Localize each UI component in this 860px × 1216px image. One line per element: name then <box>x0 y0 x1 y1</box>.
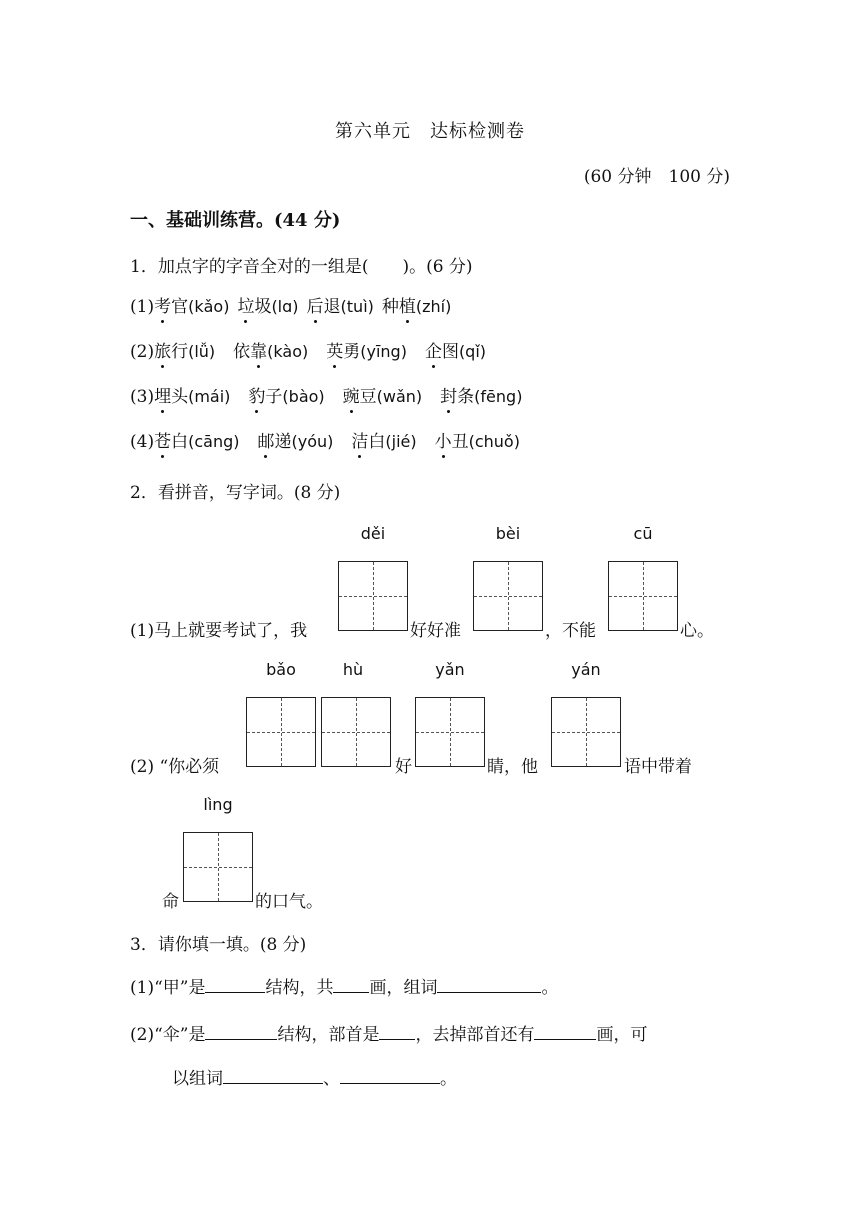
option-word <box>326 342 407 362</box>
character: 官 <box>171 297 189 317</box>
dotted-character: 旅 <box>154 337 171 362</box>
option-pinyin: (lɑ) <box>271 297 299 316</box>
option-word <box>237 297 298 317</box>
q3-line3 <box>172 1064 457 1089</box>
dotted-character: 豌 <box>343 382 360 407</box>
dotted-character: 埋 <box>154 382 171 407</box>
character: 勇 <box>343 342 361 362</box>
option-label: (1) <box>130 297 155 317</box>
q2-line2-label: (2) “你必须 <box>130 757 220 777</box>
dotted-character: 垃 <box>237 292 254 317</box>
q3-text: 结构，部首是 <box>277 1025 380 1045</box>
character: 种 <box>381 297 399 317</box>
dotted-character: 英 <box>326 337 343 362</box>
q2-line1-label: (1)马上就要考试了，我 <box>130 621 308 641</box>
option-pinyin: (kǎo) <box>188 297 230 316</box>
character: 依 <box>233 342 251 362</box>
writing-box[interactable] <box>338 561 408 631</box>
q3-line1 <box>130 973 558 998</box>
option-pinyin: (tuì) <box>340 297 374 316</box>
q2-line2-text: 好 <box>395 757 412 777</box>
character: 条 <box>457 387 475 407</box>
writing-box[interactable] <box>473 561 543 631</box>
section-title: 一、基础训练营。(44 分) <box>130 210 341 231</box>
answer-blank[interactable] <box>379 1025 415 1040</box>
option-pinyin: (yīng) <box>360 342 407 361</box>
pinyin: yǎn <box>435 660 465 679</box>
q2-line2-text: 睛，他 <box>487 757 538 777</box>
writing-box[interactable] <box>321 697 391 767</box>
time-info: (60 分钟 100 分) <box>583 167 730 187</box>
option-label: (4) <box>130 432 155 452</box>
q2-line1-text: 心。 <box>680 621 714 641</box>
q3-text: 画，组词 <box>369 978 438 998</box>
q3-text: 以组词 <box>172 1069 223 1089</box>
option-pinyin: (mái) <box>188 387 231 406</box>
writing-box[interactable] <box>551 697 621 767</box>
character: 圾 <box>254 297 272 317</box>
q3-text: 。 <box>440 1069 457 1089</box>
writing-box[interactable] <box>608 561 678 631</box>
option-word <box>248 387 324 407</box>
option-pinyin: (chuǒ) <box>468 432 520 451</box>
option-word <box>154 432 239 452</box>
question-2-stem: 2．看拼音，写字词。(8 分) <box>130 483 341 503</box>
dotted-character: 企 <box>425 337 442 362</box>
pinyin: hù <box>342 660 364 679</box>
page-title: 第六单元 达标检测卷 <box>335 121 525 142</box>
q2-line2-text: 语中带着 <box>624 757 692 777</box>
question-1-option-line <box>130 427 520 452</box>
option-word <box>154 342 215 362</box>
writing-box[interactable] <box>246 697 316 767</box>
q3-text: (1)“甲”是 <box>130 978 206 998</box>
option-word <box>343 387 423 407</box>
option-pinyin: (kào) <box>267 342 309 361</box>
pinyin: lìng <box>203 795 233 814</box>
option-pinyin: (jié) <box>385 432 417 451</box>
option-word <box>440 387 522 407</box>
option-pinyin: (zhí) <box>415 297 452 316</box>
q2-line3-label: 命 <box>162 892 179 912</box>
character: 退 <box>323 297 341 317</box>
pinyin: cū <box>633 524 653 543</box>
option-pinyin: (fēng) <box>474 387 523 406</box>
question-1-option-line <box>130 337 486 362</box>
character: 递 <box>274 432 292 452</box>
q2-line3-text: 的口气。 <box>255 892 323 912</box>
character: 丑 <box>451 432 469 452</box>
dotted-character: 邮 <box>257 427 274 452</box>
dotted-character: 豹 <box>248 382 265 407</box>
option-word <box>382 297 451 317</box>
pinyin: yán <box>571 660 601 679</box>
q3-line2 <box>130 1020 647 1045</box>
option-pinyin: (cāng) <box>188 432 240 451</box>
pinyin: děi <box>360 524 386 543</box>
question-1-stem: 1．加点字的字音全对的一组是( )。(6 分) <box>130 257 473 277</box>
dotted-character: 封 <box>440 382 457 407</box>
question-3-stem: 3．请你填一填。(8 分) <box>130 935 307 955</box>
writing-box[interactable] <box>183 832 253 902</box>
q2-line1-text: 好好准 <box>410 621 461 641</box>
option-word <box>233 342 308 362</box>
option-word <box>425 342 486 362</box>
option-word <box>154 387 230 407</box>
character: 豆 <box>359 387 377 407</box>
answer-blank[interactable] <box>205 978 265 993</box>
answer-blank[interactable] <box>340 1069 440 1084</box>
option-word <box>435 432 520 452</box>
answer-blank[interactable] <box>534 1025 596 1040</box>
writing-box[interactable] <box>415 697 485 767</box>
dotted-character: 小 <box>435 427 452 452</box>
option-pinyin: (lǚ) <box>188 342 216 361</box>
option-pinyin: (wǎn) <box>376 387 423 406</box>
q3-text: 、 <box>323 1069 340 1089</box>
dotted-character: 植 <box>399 292 416 317</box>
dotted-character: 苍 <box>154 427 171 452</box>
answer-blank[interactable] <box>333 978 369 993</box>
character: 白 <box>171 432 189 452</box>
q3-text: 。 <box>541 978 559 998</box>
q3-text: 画，可 <box>596 1025 648 1045</box>
option-pinyin: (qǐ) <box>458 342 487 361</box>
question-1-option-line <box>130 292 451 317</box>
character: 行 <box>171 342 189 362</box>
answer-blank[interactable] <box>205 1025 277 1040</box>
character: 头 <box>171 387 189 407</box>
dotted-character: 后 <box>307 292 324 317</box>
dotted-character: 考 <box>154 292 171 317</box>
character: 白 <box>368 432 386 452</box>
dotted-character: 洁 <box>351 427 368 452</box>
option-word <box>351 432 416 452</box>
option-pinyin: (bào) <box>282 387 325 406</box>
option-label: (2) <box>130 342 155 362</box>
pinyin: bèi <box>495 524 521 543</box>
q3-text: 结构，共 <box>265 978 334 998</box>
option-pinyin: (yóu) <box>291 432 334 451</box>
q3-text: ，去掉部首还有 <box>415 1025 535 1045</box>
option-word <box>257 432 333 452</box>
q3-text: (2)“伞”是 <box>130 1025 206 1045</box>
question-1-option-line <box>130 382 522 407</box>
option-word <box>307 297 374 317</box>
q2-line1-text: ，不能 <box>545 621 596 641</box>
option-label: (3) <box>130 387 155 407</box>
character: 图 <box>441 342 459 362</box>
option-word <box>154 297 229 317</box>
dotted-character: 靠 <box>250 337 267 362</box>
answer-blank[interactable] <box>437 978 541 993</box>
pinyin: bǎo <box>266 660 296 679</box>
answer-blank[interactable] <box>223 1069 323 1084</box>
character: 子 <box>265 387 283 407</box>
